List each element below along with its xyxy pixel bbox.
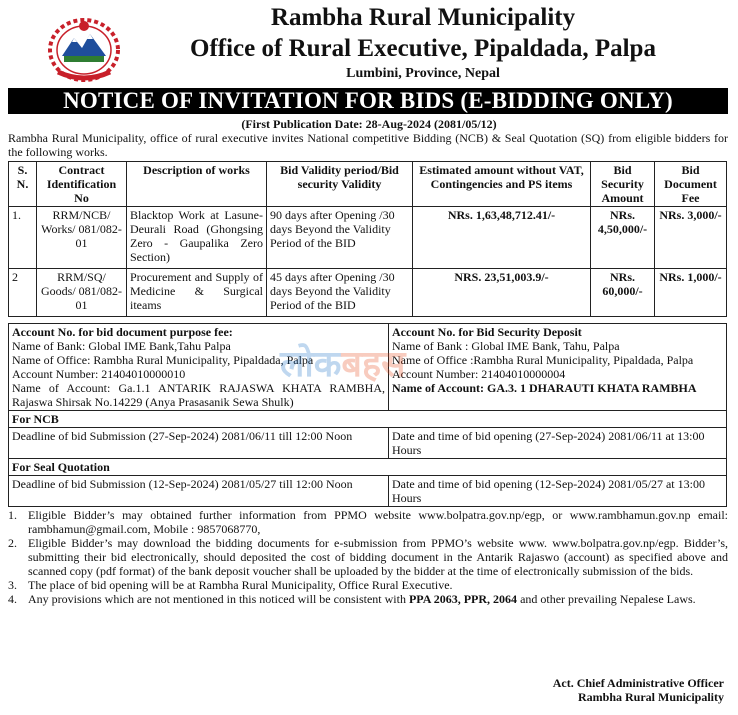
note-text: The place of bid opening will be at Rambha Rural Municipality, Office Rural Executive. bbox=[28, 578, 453, 592]
sq-opening: Date and time of bid opening (12-Sep-2024) 2081/05/27 at 13:00 Hours bbox=[389, 476, 727, 507]
cell-security: NRs. 60,000/- bbox=[591, 269, 655, 317]
security-title: Account No. for Bid Security Deposit bbox=[392, 325, 582, 339]
bids-table bbox=[8, 161, 727, 317]
table-row bbox=[9, 269, 727, 317]
office-name: Office of Rural Executive, Pipaldada, Palpa bbox=[190, 35, 656, 62]
cell-amount: NRS. 23,51,003.9/- bbox=[413, 269, 591, 317]
security-bank: Name of Bank : Global IME Bank, Tahu, Palpa bbox=[392, 339, 620, 353]
table-header-row bbox=[9, 162, 727, 207]
doc-fee-number: Account Number: 21404010000010 bbox=[12, 367, 186, 381]
cell-amount: NRs. 1,63,48,712.41/- bbox=[413, 207, 591, 269]
list-item bbox=[8, 536, 728, 578]
cell-sn: 1. bbox=[9, 207, 37, 269]
note-text: Eligible Bidder’s may download the bidding documents for e-submission from PPMO’s website www. www.bolpatra.gov.np/egp. Bidder’s, submitting their bid electronically, should deposited the cost of bidding document in the Antarik Rajaswo (account) as specified above and scanned copy (pdf format) of the bank deposit voucher shall be uploaded by the bidder at the time of electronically submission of the bids. bbox=[28, 536, 728, 578]
list-item bbox=[8, 578, 728, 592]
cell-validity: 90 days after Opening /30 days Beyond the Validity Period of the BID bbox=[267, 207, 413, 269]
signature-office: Rambha Rural Municipality bbox=[577, 690, 724, 704]
security-account-name: Name of Account: GA.3. 1 DHARAUTI KHATA RAMBHA bbox=[392, 381, 697, 395]
header-security: Bid Security Amount bbox=[591, 162, 655, 207]
cell-description: Blacktop Work at Lasune-Deurali Road (Ghongsing Zero - Gaupalika Zero Section) bbox=[127, 207, 267, 269]
intro-paragraph: Rambha Rural Municipality, office of rural executive invites National competitive Bidding (NCB) & Seal Quotation (SQ) from eligible bidders for the following works. bbox=[8, 131, 728, 159]
table-row bbox=[9, 207, 727, 269]
security-office: Name of Office :Rambha Rural Municipality, Pipaldada, Palpa bbox=[392, 353, 694, 367]
publication-date: (First Publication Date: 28-Aug-2024 (2081/05/12) bbox=[241, 117, 497, 131]
cell-contract-id: RRM/NCB/ Works/ 081/082-01 bbox=[37, 207, 127, 269]
header-validity: Bid Validity period/Bid security Validity bbox=[267, 162, 413, 207]
sq-label: For Seal Quotation bbox=[9, 459, 727, 476]
accounts-table bbox=[8, 323, 727, 507]
cell-validity: 45 days after Opening /30 days Beyond the Validity Period of the BID bbox=[267, 269, 413, 317]
list-item bbox=[8, 508, 728, 536]
nepal-emblem-icon bbox=[44, 12, 124, 84]
note-text-pre: Any provisions which are not mentioned in this noticed will be consistent with bbox=[28, 592, 409, 606]
municipality-name: Rambha Rural Municipality bbox=[270, 4, 576, 31]
watermark-part2: बहस bbox=[341, 344, 406, 385]
ncb-label: For NCB bbox=[9, 411, 727, 428]
header-description: Description of works bbox=[127, 162, 267, 207]
note-number: 2. bbox=[8, 536, 17, 550]
sq-deadline: Deadline of bid Submission (12-Sep-2024) 2081/05/27 till 12:00 Noon bbox=[9, 476, 389, 507]
doc-fee-office: Name of Office: Rambha Rural Municipality, Pipaldada, Palpa bbox=[12, 353, 314, 367]
note-text-post: and other prevailing Nepalese Laws. bbox=[517, 592, 696, 606]
cell-fee: NRs. 3,000/- bbox=[655, 207, 727, 269]
cell-fee: NRs. 1,000/- bbox=[655, 269, 727, 317]
note-number: 1. bbox=[8, 508, 17, 522]
note-text: Eligible Bidder’s may obtained further information from PPMO website www.bolpatra.gov.np/egp, or www.rambhamun.gov.np email: rambhamun@gmail.com, Mobile : 9857068770, bbox=[28, 508, 728, 536]
sq-dates-row bbox=[9, 476, 727, 507]
cell-sn: 2 bbox=[9, 269, 37, 317]
location: Lumbini, Province, Nepal bbox=[346, 66, 500, 81]
ncb-deadline: Deadline of bid Submission (27-Sep-2024) 2081/06/11 till 12:00 Noon bbox=[9, 428, 389, 459]
note-text bbox=[28, 592, 696, 606]
watermark-part1: लोक bbox=[280, 344, 342, 385]
accounts-row bbox=[9, 324, 727, 411]
security-account bbox=[389, 324, 727, 411]
header-fee: Bid Document Fee bbox=[655, 162, 727, 207]
cell-security: NRs. 4,50,000/- bbox=[591, 207, 655, 269]
sq-label-row bbox=[9, 459, 727, 476]
cell-contract-id: RRM/SQ/ Goods/ 081/082-01 bbox=[37, 269, 127, 317]
ncb-opening: Date and time of bid opening (27-Sep-2024) 2081/06/11 at 13:00 Hours bbox=[389, 428, 727, 459]
doc-fee-account bbox=[9, 324, 389, 411]
signature-title: Act. Chief Administrative Officer bbox=[552, 676, 724, 690]
doc-fee-title: Account No. for bid document purpose fee: bbox=[12, 325, 233, 339]
ncb-label-row bbox=[9, 411, 727, 428]
header-contract-id: Contract Identification No bbox=[37, 162, 127, 207]
signature-block bbox=[553, 676, 724, 704]
cell-description: Procurement and Supply of Medicine & Surgical iteams bbox=[127, 269, 267, 317]
notes-list bbox=[8, 508, 728, 606]
ncb-dates-row bbox=[9, 428, 727, 459]
note-number: 4. bbox=[8, 592, 17, 606]
header-amount: Estimated amount without VAT, Contingencies and PS items bbox=[413, 162, 591, 207]
notice-banner: NOTICE OF INVITATION FOR BIDS (E-BIDDING ONLY) bbox=[8, 88, 728, 114]
security-number: Account Number: 21404010000004 bbox=[392, 367, 566, 381]
note-number: 3. bbox=[8, 578, 17, 592]
doc-fee-bank: Name of Bank: Global IME Bank,Tahu Palpa bbox=[12, 339, 231, 353]
doc-fee-account-name: Name of Account: Ga.1.1 ANTARIK RAJASWA KHATA RAMBHA, Rajaswa Shirsak No.14229 (Anya Prasasanik Sewa Shulk) bbox=[12, 381, 385, 409]
header bbox=[0, 0, 738, 86]
list-item bbox=[8, 592, 728, 606]
header-sn: S. N. bbox=[9, 162, 37, 207]
note-text-bold: PPA 2063, PPR, 2064 bbox=[408, 592, 518, 606]
